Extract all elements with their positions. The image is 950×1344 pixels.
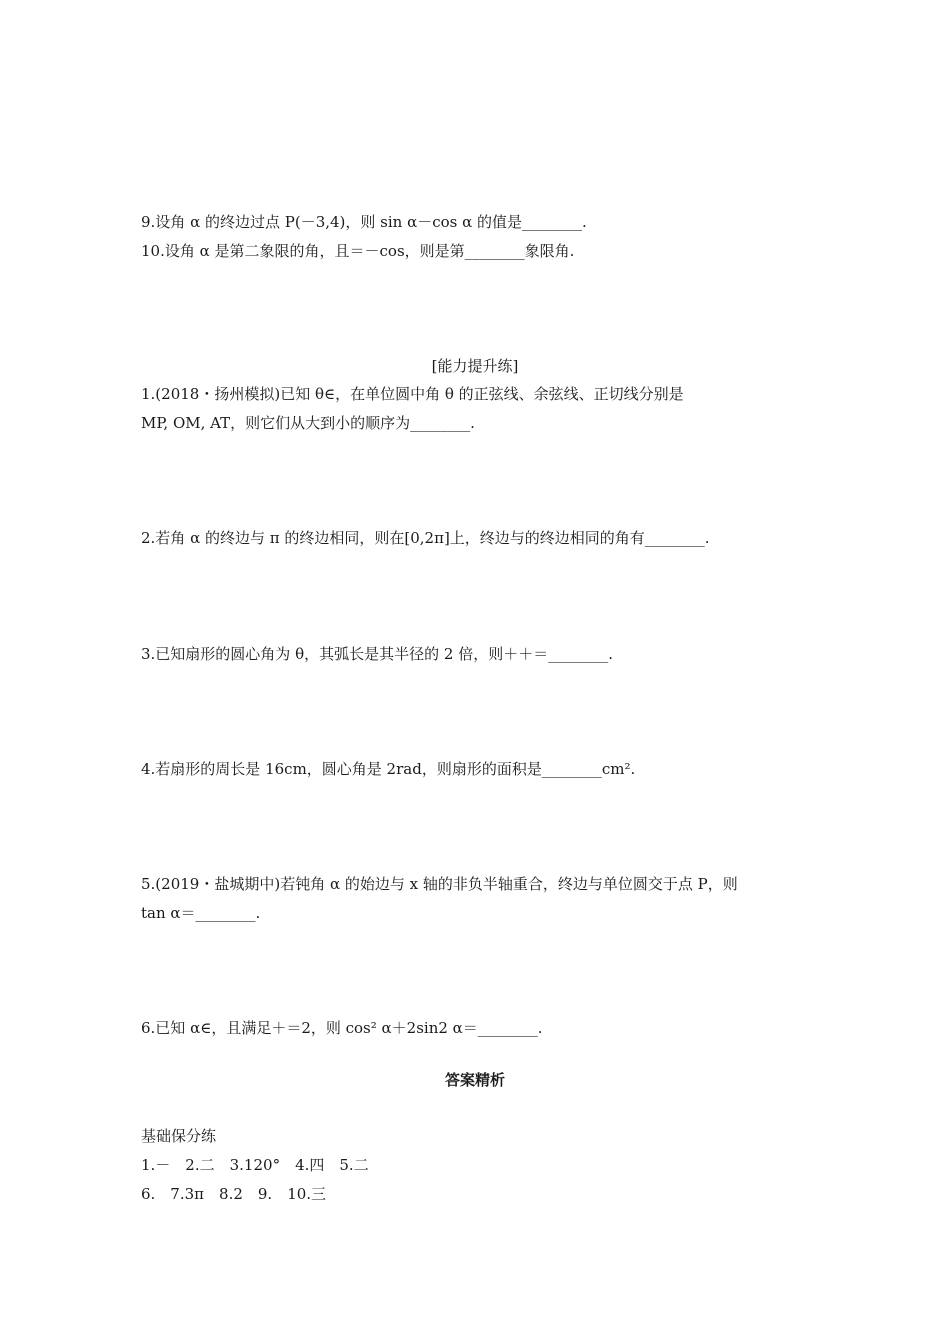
advanced-question-5-line1: 5.(2019・盐城期中)若钝角 α 的始边与 x 轴的非负半轴重合，终边与单位圆交于点 P，则: [141, 875, 738, 893]
advanced-question-1-line1: 1.(2018・扬州模拟)已知 θ∈，在单位圆中角 θ 的正弦线、余弦线、正切线分别是: [141, 385, 684, 403]
answers-line-2: 6. 7.3π 8.2 9. 10.三: [141, 1185, 327, 1203]
advanced-question-1-line2: MP, OM, AT，则它们从大到小的顺序为________.: [141, 414, 475, 432]
section-title: [能力提升练]: [431, 357, 519, 375]
advanced-question-5-line2: tan α＝________.: [141, 904, 261, 922]
advanced-question-3: 3.已知扇形的圆心角为 θ，其弧长是其半径的 2 倍，则＋＋＝________.: [141, 645, 613, 663]
answers-title: 答案精析: [444, 1071, 505, 1089]
advanced-question-4: 4.若扇形的周长是 16cm，圆心角是 2rad，则扇形的面积是________cm².: [141, 760, 636, 778]
advanced-question-2: 2.若角 α 的终边与 π 的终边相同，则在[0,2π]上，终边与的终边相同的角有________.: [141, 529, 710, 547]
answers-subtitle: 基础保分练: [141, 1127, 217, 1145]
question-10: 10.设角 α 是第二象限的角，且＝－cos，则是第________象限角.: [141, 242, 575, 260]
answers-line-1: 1.－ 2.二 3.120° 4.四 5.二: [141, 1156, 369, 1174]
advanced-question-6: 6.已知 α∈，且满足＋＝2，则 cos² α＋2sin2 α＝________.: [141, 1019, 543, 1037]
question-9: 9.设角 α 的终边过点 P(－3,4)，则 sin α－cos α 的值是________.: [141, 213, 587, 231]
